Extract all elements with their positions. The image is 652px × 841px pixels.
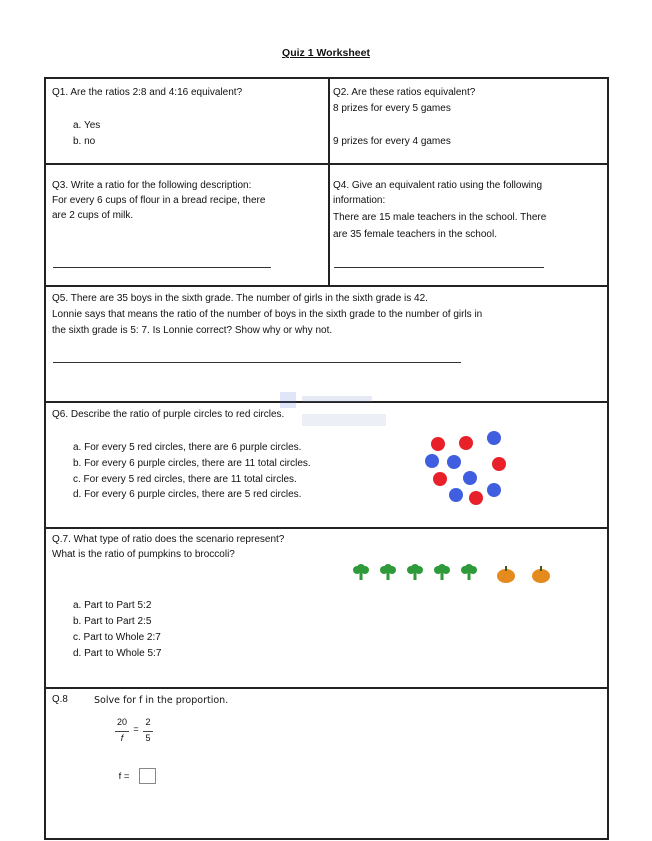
broccoli-icon — [406, 564, 424, 582]
answer-label: f = — [118, 771, 130, 782]
watermark-logo — [280, 392, 390, 442]
q7-option-b[interactable]: b. Part to Part 2:5 — [73, 616, 152, 627]
q4-line-2: information: — [333, 195, 386, 206]
q3-line-3: are 2 cups of milk. — [52, 210, 134, 221]
q6-option-c[interactable]: c. For every 5 red circles, there are 11 total circles. — [73, 474, 297, 485]
red-circle — [431, 437, 445, 451]
q7-option-c[interactable]: c. Part to Whole 2:7 — [73, 632, 161, 643]
row-divider — [46, 527, 607, 529]
q3-line-2: For every 6 cups of flour in a bread recipe, there — [52, 195, 266, 206]
broccoli-icon — [379, 564, 397, 582]
q5-line-1: Q5. There are 35 boys in the sixth grade. The number of girls in the sixth grade is 42. — [52, 293, 428, 304]
q3-answer-line[interactable] — [53, 267, 271, 268]
q7-question: Q.7. What type of ratio does the scenario represent? — [52, 534, 285, 545]
right-fraction-bar — [143, 731, 153, 732]
purple-circle — [447, 455, 461, 469]
equals-sign: = — [133, 724, 139, 734]
q6-option-a[interactable]: a. For every 5 red circles, there are 6 purple circles. — [73, 442, 302, 453]
purple-circle — [463, 471, 477, 485]
column-divider — [328, 79, 330, 285]
red-circle — [469, 491, 483, 505]
q6-option-d[interactable]: d. For every 6 purple circles, there are 5 red circles. — [73, 489, 302, 500]
answer-input[interactable] — [139, 768, 156, 784]
pumpkin-icon — [531, 564, 551, 584]
q1-option-a[interactable]: a. Yes — [73, 120, 101, 131]
q4-line-3: There are 15 male teachers in the school. There — [333, 212, 547, 223]
q7-option-a[interactable]: a. Part to Part 5:2 — [73, 600, 152, 611]
row-divider — [46, 285, 607, 287]
broccoli-icon — [460, 564, 478, 582]
left-fraction-bar — [115, 731, 129, 732]
red-circle — [459, 436, 473, 450]
purple-circle — [425, 454, 439, 468]
pumpkin-icon — [496, 564, 516, 584]
q6-question: Q6. Describe the ratio of purple circles to red circles. — [52, 409, 285, 420]
right-numerator: 2 — [145, 717, 151, 727]
q2-line-2: 9 prizes for every 4 games — [333, 136, 451, 147]
q5-answer-line[interactable] — [53, 362, 461, 363]
broccoli-icon — [433, 564, 451, 582]
left-denominator: f — [120, 733, 124, 743]
left-numerator: 20 — [116, 717, 127, 727]
right-denominator: 5 — [145, 733, 151, 743]
red-circle — [433, 472, 447, 486]
purple-circle — [487, 431, 501, 445]
purple-circle — [487, 483, 501, 497]
q4-line-4: are 35 female teachers in the school. — [333, 229, 497, 240]
q1-option-b[interactable]: b. no — [73, 136, 96, 147]
q6-option-b[interactable]: b. For every 6 purple circles, there are 11 total circles. — [73, 458, 311, 469]
q7-subquestion: What is the ratio of pumpkins to broccoli? — [52, 549, 235, 560]
q3-line-1: Q3. Write a ratio for the following description: — [52, 180, 252, 191]
page-title: Quiz 1 Worksheet — [282, 47, 370, 59]
q8-prompt: Solve for f in the proportion. — [94, 695, 229, 706]
broccoli-icon — [352, 564, 370, 582]
q4-answer-line[interactable] — [334, 267, 544, 268]
q8-label: Q.8 — [52, 694, 68, 705]
q5-line-3: the sixth grade is 5: 7. Is Lonnie correct? Show why or why not. — [52, 325, 333, 336]
q2-question: Q2. Are these ratios equivalent? — [333, 87, 476, 98]
row-divider — [46, 163, 607, 165]
q5-line-2: Lonnie says that means the ratio of the number of boys in the sixth grade to the number of girls in — [52, 309, 483, 320]
red-circle — [492, 457, 506, 471]
q7-option-d[interactable]: d. Part to Whole 5:7 — [73, 648, 162, 659]
q4-line-1: Q4. Give an equivalent ratio using the following — [333, 180, 543, 191]
purple-circle — [449, 488, 463, 502]
q1-question: Q1. Are the ratios 2:8 and 4:16 equivalent? — [52, 87, 243, 98]
row-divider — [46, 687, 607, 689]
q2-line-1: 8 prizes for every 5 games — [333, 103, 451, 114]
